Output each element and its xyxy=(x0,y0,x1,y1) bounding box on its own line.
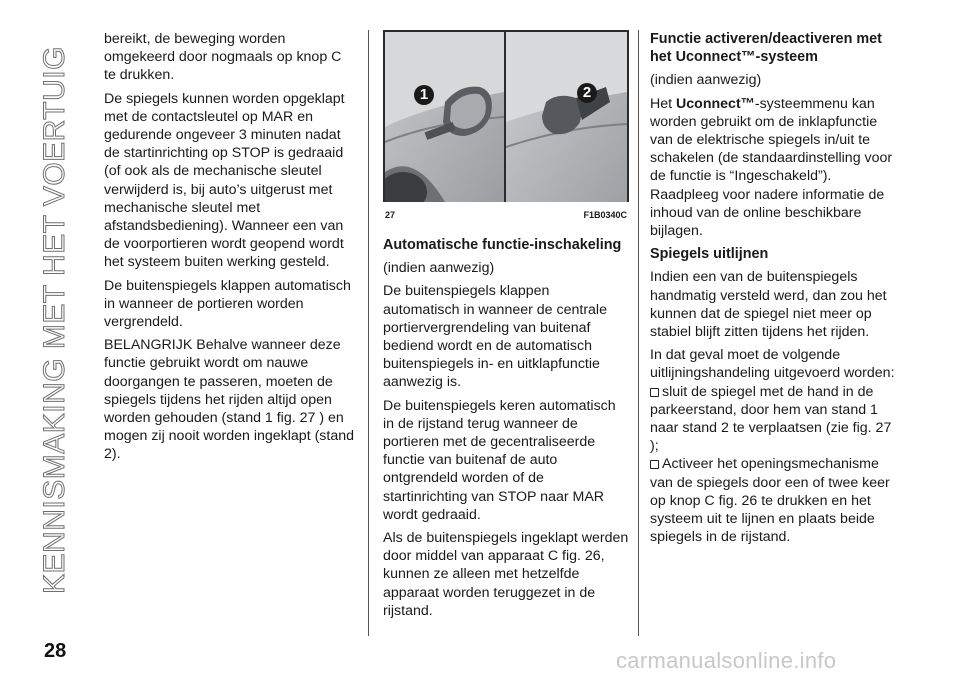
column-divider-1 xyxy=(368,30,369,636)
column-3 xyxy=(650,30,898,551)
col1-paragraph-3: De buitenspiegels klappen automatisch in wanneer de portieren worden vergrendeld. xyxy=(104,277,351,331)
folded-mirror-illustration xyxy=(506,32,627,202)
col3-bullet-2 xyxy=(650,455,898,546)
col1-paragraph-1: bereikt, de beweging worden omgekeerd door nogmaals op knop C te drukken. xyxy=(104,31,342,84)
col2-note: (indien aanwezig) xyxy=(383,260,495,277)
col2-paragraph-3: Als de buitenspiegels ingeklapt werden door middel van apparaat C fig. 26, kunnen ze alleen met hetzelfde apparaat worden teruggezet in de rijstand. xyxy=(383,530,629,619)
col3-note-1: (indien aanwezig) xyxy=(650,72,762,89)
callout-2-label: 2 xyxy=(582,84,592,101)
section-side-title xyxy=(14,20,74,620)
col3-p1-prefix: Het xyxy=(650,95,677,112)
col2-paragraph-2: De buitenspiegels keren automatisch in de rijstand terug wanneer de portieren met de gecentraliseerde functie van buitenaf de auto ontgrendeld worden of de startinrichting van STOP naar MAR wordt gedraaid. xyxy=(383,397,616,523)
callout-1-label: 1 xyxy=(419,86,429,103)
col3-paragraph-1 xyxy=(650,95,898,241)
col3-paragraph-3: In dat geval moet de volgende uitlijningshandeling uitgevoerd worden: xyxy=(650,347,895,382)
figure-pane-folded-mirror xyxy=(506,32,627,202)
col2-paragraph-1: De buitenspiegels klappen automatisch in wanneer de centrale portiervergrendeling van buitenaf bediend wordt en de automatisch buitenspiegels in- en uitklapfunctie aanwezig is. xyxy=(383,283,607,391)
col3-heading-2: Spiegels uitlijnen xyxy=(650,246,769,263)
col2-heading: Automatische functie-inschakeling xyxy=(383,237,622,253)
mirror-figure xyxy=(383,30,629,222)
side-title-text: KENNISMAKING MET HET VOERTUIG xyxy=(38,46,71,594)
footer-watermark: carmanualsonline.info xyxy=(616,648,837,673)
checkbox-bullet-icon xyxy=(650,460,659,469)
column-2 xyxy=(383,30,629,625)
page-number: 28 xyxy=(44,640,67,662)
figure-number: 27 xyxy=(385,210,396,220)
col3-p1-brand: Uconnect™ xyxy=(676,95,755,112)
figure-caption xyxy=(383,202,629,222)
column-1 xyxy=(104,30,356,469)
col1-paragraph-4: BELANGRIJK Behalve wanneer deze functie gebruikt wordt om nauwe doorgangen te passeren, moeten de spiegels tijdens het rijden altijd open worden gehouden (stand 1 fig. 27 ) en mogen zij nooit worden ingeklapt (stand 2). xyxy=(104,337,355,463)
col3-bullet-1-text: sluit de spiegel met de hand in de parkeerstand, door hem van stand 1 naar stand 2 te verplaatsen (zie fig. 27 ); xyxy=(650,383,892,455)
col3-bullet-2-text: Activeer het openingsmechanisme van de spiegels door een of twee keer op knop C fig. 26 te drukken en het systeem uit te lijnen en plaats beide spiegels in de rijstand. xyxy=(650,456,890,546)
col3-bullet-1 xyxy=(650,383,898,456)
col3-paragraph-2: Indien een van de buitenspiegels handmatig versteld werd, dan zou het kunnen dat de spiegel niet meer op stabiel blijft zitten tijdens het rijden. xyxy=(650,269,887,341)
open-mirror-illustration xyxy=(385,32,504,202)
col1-paragraph-2: De spiegels kunnen worden opgeklapt met de contactsleutel op MAR en gedurende ongeveer 3 minuten nadat de startinrichting op STOP is gedraaid (of ook als de mechanische sleutel verwijderd is, bij auto’s uitgerust met mechanische sleutel met afstandsbediening). Wanneer een van de voorportieren wordt geopend wordt het systeem buiten werking gesteld. xyxy=(104,90,345,271)
figure-code: F1B0340C xyxy=(583,210,627,220)
column-divider-2 xyxy=(638,30,639,636)
col3-p1-suffix: -systeemmenu kan worden gebruikt om de inklapfunctie van de elektrische spiegels in/uit te schakelen (de standaardinstelling voor de functie is “Ingeschakeld”). Raadpleeg voor nadere informatie de inhoud van de online beschikbare bijlagen. xyxy=(650,95,893,240)
figure-pane-open-mirror xyxy=(385,32,504,202)
checkbox-bullet-icon xyxy=(650,388,659,397)
col3-heading-1: Functie activeren/deactiveren met het Uconnect™-systeem xyxy=(650,31,882,66)
